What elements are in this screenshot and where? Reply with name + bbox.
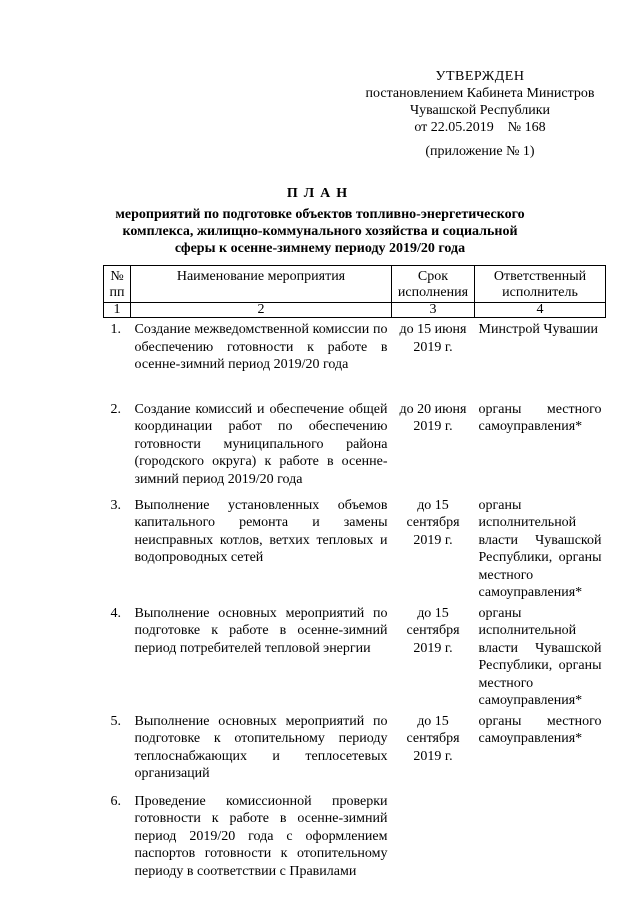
plan-title: ПЛАН [286,186,354,201]
approval-line-1: постановлением Кабинета Министров [365,86,595,101]
approval-title: УТВЕРЖДЕН [435,69,525,84]
plan-subtitle: мероприятий по подготовке объектов топливно-энергетического комплекса, жилищно-коммунального хозяйства и социальной сферы к осенне-зимнему периоду 2019/20 года [115,207,525,256]
row-activity: Выполнение установленных объемов капитального ремонта и замены неисправных котлов, ветхих тепловых и водопроводных сетей [134,497,388,565]
approval-line-3: от 22.05.2019 № 168 [414,120,546,135]
row-activity: Проведение комиссионной проверки готовности к работе в осенне-зимний период 2019/20 года с оформлением паспортов готовности к отопительному периоду в соответствии с Правилами [134,793,388,879]
row-number: 4. [110,605,121,621]
row-responsible [475,790,606,881]
row-deadline: до 15 сентября 2019 г. [406,605,460,656]
row-number: 3. [110,497,121,513]
table-row [104,602,606,710]
row-responsible: органы исполнительной власти Чувашской Республики, органы местного самоуправления* [478,605,602,708]
table-row [104,318,606,398]
header-responsible: Ответственный исполнитель [475,266,606,303]
row-deadline: до 20 июня 2019 г. [399,401,467,434]
row-number: 6. [110,793,121,809]
header-col-number: 3 [392,303,475,318]
row-activity: Создание межведомственной комиссии по обеспечению готовности к работе в осенне-зимний период 2019/20 года [134,322,388,372]
row-responsible: Минстрой Чувашии [478,322,598,337]
table-row [104,710,606,790]
row-deadline [392,790,475,881]
table-row [104,790,606,881]
row-responsible: органы местного самоуправления* [478,713,602,746]
row-deadline: до 15 сентября 2019 г. [406,713,460,764]
table-row [104,398,606,494]
header-row [104,266,606,303]
appendix-note: (приложение № 1) [425,144,535,159]
approval-block [360,68,600,136]
approval-line-2: Чувашской Республики [409,103,551,118]
row-activity: Выполнение основных мероприятий по подготовке к отопительному периоду теплоснабжающих и теплосетевых организаций [134,713,388,781]
row-number: 5. [110,713,121,729]
header-numbering-row [104,303,606,318]
row-number: 1. [110,322,121,337]
header-name: Наименование мероприятия [131,266,392,303]
header-term: Срок исполнения [392,266,475,303]
header-col-number: 1 [104,303,131,318]
header-col-number: 2 [131,303,392,318]
row-activity: Выполнение основных мероприятий по подготовке к работе в осенне-зимний период потребителей тепловой энергии [134,605,388,656]
row-responsible: органы местного самоуправления* [478,401,602,434]
header-number: № пп [104,266,131,303]
row-deadline: до 15 сентября 2019 г. [406,497,460,548]
row-number: 2. [110,401,121,417]
header-col-number: 4 [475,303,606,318]
table-row [104,494,606,602]
row-deadline: до 15 июня 2019 г. [399,322,467,355]
row-activity: Создание комиссий и обеспечение общей координации работ по обеспечению готовности муниципального района (городского округа) к работе в осенне-зимний период 2019/20 года [134,401,388,487]
row-responsible: органы исполнительной власти Чувашской Республики, органы местного самоуправления* [478,497,602,600]
plan-table [103,265,606,880]
